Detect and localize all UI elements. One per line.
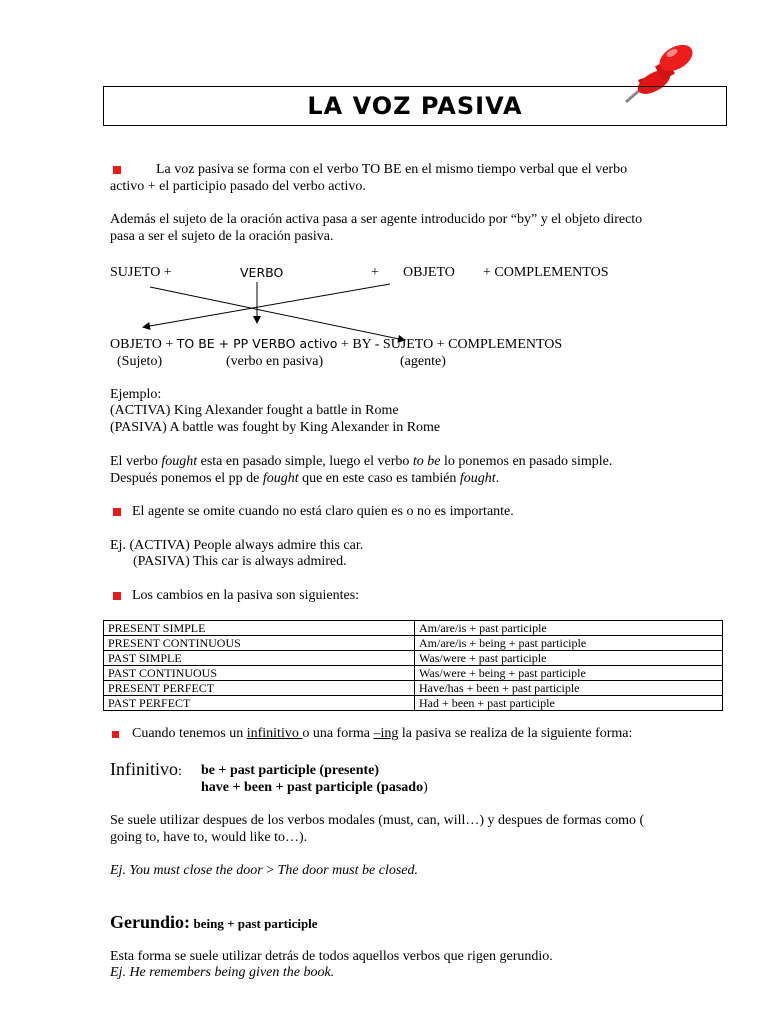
intro-line-1: La voz pasiva se forma con el verbo TO BE en el mismo tiempo verbal que el verbo bbox=[156, 162, 628, 177]
passive-form-cell: Had + been + past participle bbox=[415, 696, 723, 711]
diagram-complementos: + COMPLEMENTOS bbox=[483, 265, 609, 280]
modales-line-1: Se suele utilizar despues de los verbos modales (must, can, will…) y despues de formas como ( bbox=[110, 813, 645, 828]
inf-text: Cuando tenemos un bbox=[132, 726, 247, 741]
table-row bbox=[104, 681, 723, 696]
tense-cell: PRESENT SIMPLE bbox=[104, 621, 415, 636]
infinitivo-heading bbox=[110, 759, 182, 782]
tense-cell: PAST PERFECT bbox=[104, 696, 415, 711]
diagram-sujeto: SUJETO + bbox=[110, 265, 172, 280]
ademas-line-2: pasa a ser el sujeto de la oración pasiva. bbox=[110, 229, 334, 244]
passive-form-cell: Was/were + being + past participle bbox=[415, 666, 723, 681]
fought-word: fought bbox=[161, 454, 198, 469]
ej3-text: Ej. You must close the door bbox=[110, 863, 267, 878]
table-row bbox=[104, 621, 723, 636]
diagram-arrows bbox=[0, 0, 768, 360]
arrow-sujeto-to-agente bbox=[150, 287, 404, 340]
bullet-icon bbox=[113, 592, 121, 600]
gerundio-rule: being + past participle bbox=[193, 916, 318, 931]
infinitivo-word: infinitivo bbox=[246, 726, 303, 741]
fought-text: Después ponemos el pp de bbox=[110, 471, 263, 486]
bullet-icon bbox=[113, 508, 121, 516]
infinitivo-colon: : bbox=[178, 764, 182, 779]
ej2-activa: Ej. (ACTIVA) People always admire this car. bbox=[110, 538, 364, 553]
ej3-text: The door must be closed. bbox=[274, 863, 419, 878]
fought-text: que en este caso es también bbox=[298, 471, 460, 486]
diagram-objeto: OBJETO bbox=[403, 265, 455, 280]
fought-line-1 bbox=[110, 453, 612, 470]
passive-form-cell: Have/has + been + past participle bbox=[415, 681, 723, 696]
inf-text: la pasiva se realiza de la siguiente forma: bbox=[398, 726, 633, 741]
agente-text: El agente se omite cuando no está claro quien es o no es importante. bbox=[132, 504, 514, 519]
intro-line-2: activo + el participio pasado del verbo activo. bbox=[110, 179, 366, 194]
modales-line-2: going to, have to, would like to…). bbox=[110, 830, 308, 845]
ej2-pasiva: (PASIVA) This car is always admired. bbox=[133, 554, 347, 569]
fought-text: esta en pasado simple, luego el verbo bbox=[197, 454, 413, 469]
fought-text: lo ponemos en pasado simple. bbox=[440, 454, 613, 469]
fought-word: fought bbox=[262, 471, 299, 486]
tense-cell: PAST CONTINUOUS bbox=[104, 666, 415, 681]
diagram-bottom-line bbox=[110, 335, 562, 353]
diagram-verbo: VERBO bbox=[240, 265, 284, 280]
fought-line-2 bbox=[110, 470, 499, 487]
table-row bbox=[104, 666, 723, 681]
ej3 bbox=[110, 862, 418, 879]
ejemplo-activa: (ACTIVA) King Alexander fought a battle in Rome bbox=[110, 403, 399, 418]
ejemplo-pasiva: (PASIVA) A battle was fought by King Alexander in Rome bbox=[110, 420, 441, 435]
ejemplo-label: Ejemplo: bbox=[110, 387, 162, 402]
note-sujeto: (Sujeto) bbox=[117, 354, 163, 369]
cambios-text: Los cambios en la pasiva son siguientes: bbox=[132, 588, 360, 603]
passive-form-cell: Am/are/is + being + past participle bbox=[415, 636, 723, 651]
infinitivo-intro bbox=[132, 725, 632, 742]
gerundio-line-2: Ej. He remembers being given the book. bbox=[110, 965, 335, 980]
fought-text: . bbox=[495, 471, 500, 486]
tense-cell: PAST SIMPLE bbox=[104, 651, 415, 666]
note-agente: (agente) bbox=[400, 354, 446, 369]
bullet-icon bbox=[112, 731, 119, 738]
tense-cell: PRESENT PERFECT bbox=[104, 681, 415, 696]
diagram-bottom-by: + BY - SUJETO + COMPLEMENTOS bbox=[340, 337, 563, 352]
ej3-arrow: > bbox=[266, 863, 275, 878]
passive-form-cell: Was/were + past participle bbox=[415, 651, 723, 666]
infinitivo-label: Infinitivo bbox=[110, 759, 178, 779]
infinitivo-rule-1: be + past participle (presente) bbox=[201, 763, 380, 778]
gerundio-label: Gerundio: bbox=[110, 912, 191, 932]
gerundio-line-1: Esta forma se suele utilizar detrás de todos aquellos verbos que rigen gerundio. bbox=[110, 949, 553, 964]
arrow-objeto-to-sujeto bbox=[144, 284, 390, 327]
tense-table bbox=[103, 620, 723, 711]
table-row bbox=[104, 636, 723, 651]
inf-text: o una forma bbox=[302, 726, 374, 741]
page-title: LA VOZ PASIVA bbox=[307, 92, 523, 120]
diagram-bottom-tobe: TO BE + PP VERBO activo bbox=[176, 336, 338, 351]
fought-text: El verbo bbox=[110, 454, 162, 469]
tobe-word: to be bbox=[412, 454, 441, 469]
passive-form-cell: Am/are/is + past participle bbox=[415, 621, 723, 636]
ing-word: –ing bbox=[373, 726, 399, 741]
table-row bbox=[104, 696, 723, 711]
infinitivo-rule-2 bbox=[201, 779, 428, 796]
tense-cell: PRESENT CONTINUOUS bbox=[104, 636, 415, 651]
table-row bbox=[104, 651, 723, 666]
ademas-line-1: Además el sujeto de la oración activa pasa a ser agente introducido por “by” y el objeto directo bbox=[110, 212, 643, 227]
diagram-bottom-objeto: OBJETO + bbox=[110, 337, 174, 352]
infinitivo-rule-2-paren: ) bbox=[423, 780, 428, 795]
infinitivo-rule-2-text: have + been + past participle (pasado bbox=[201, 780, 424, 795]
note-verbo: (verbo en pasiva) bbox=[226, 354, 324, 369]
diagram-plus: + bbox=[371, 265, 379, 280]
gerundio-heading bbox=[110, 912, 318, 935]
fought-word: fought bbox=[459, 471, 496, 486]
